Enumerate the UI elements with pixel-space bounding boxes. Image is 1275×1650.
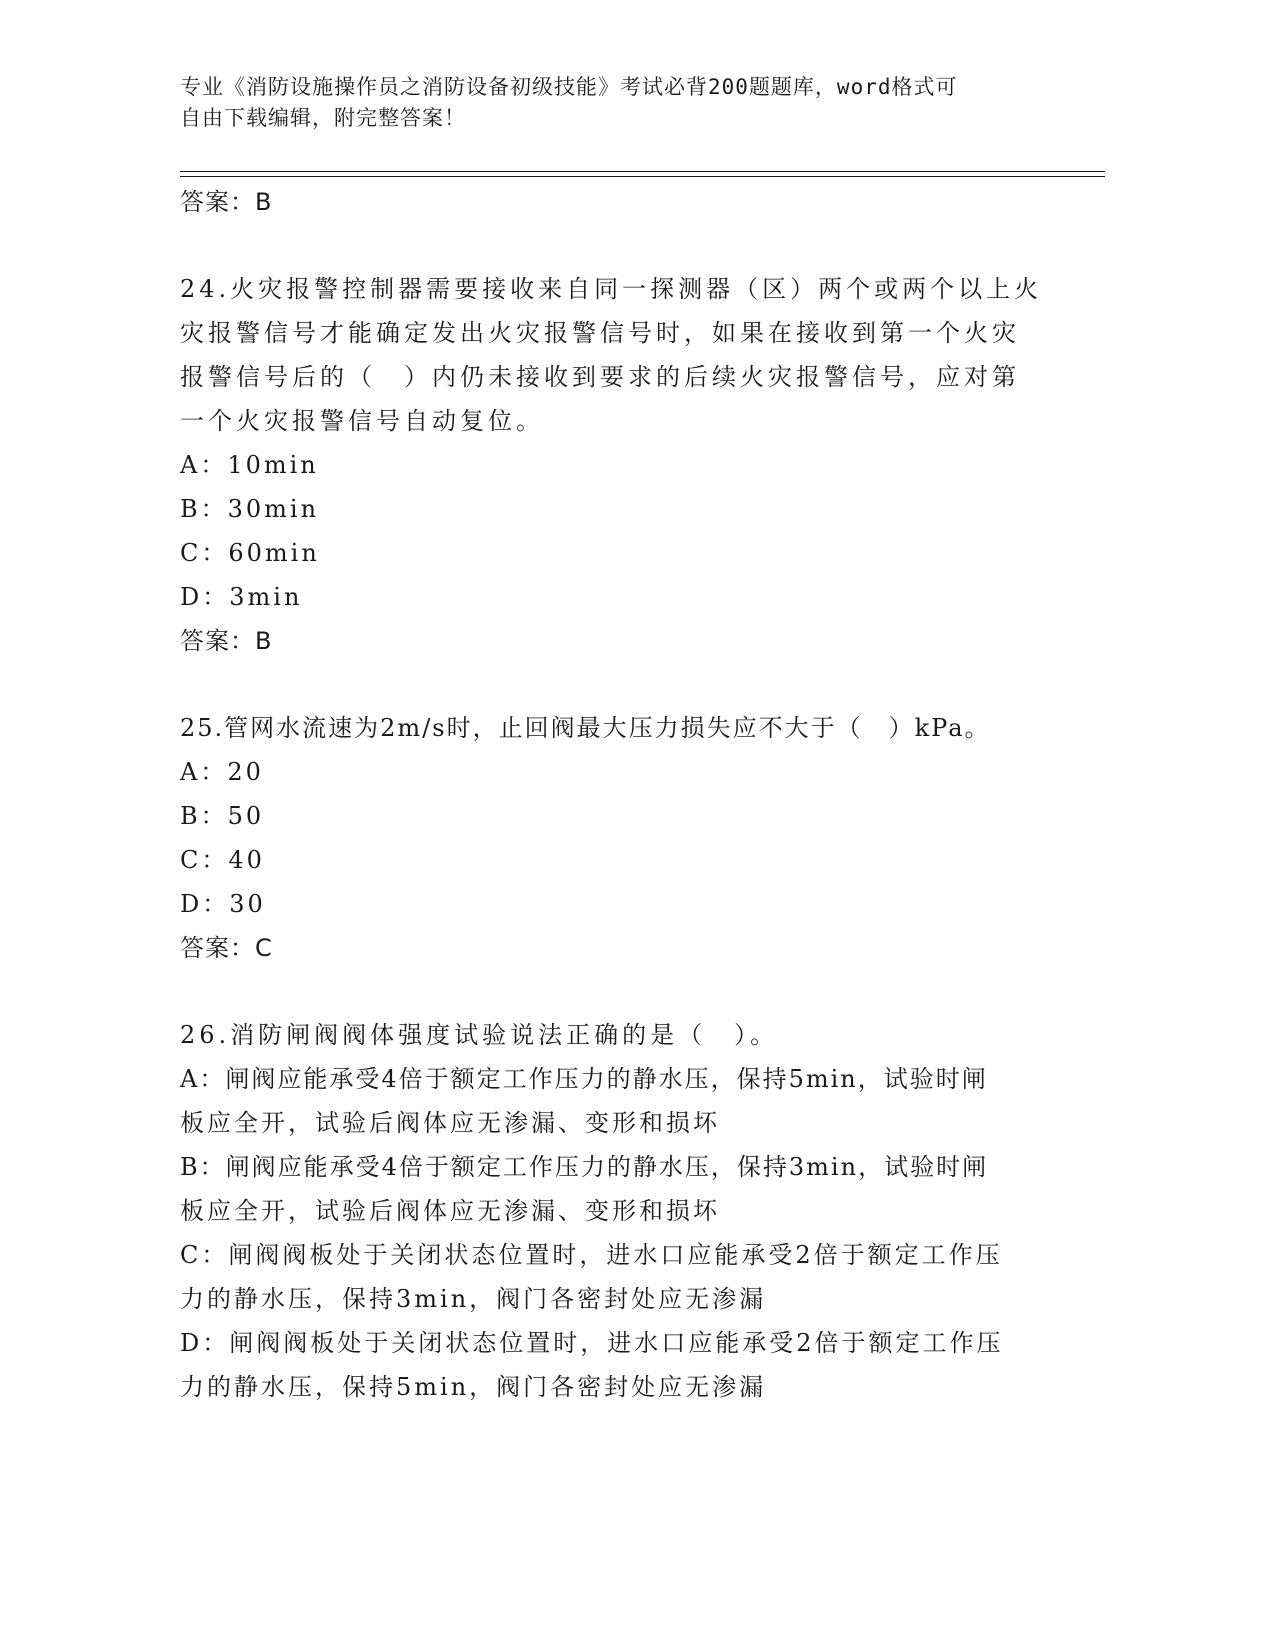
question-25 — [180, 706, 1040, 970]
stem-line: 25.管网水流速为2m/s时，止回阀最大压力损失应不大于（ ）kPa。 — [180, 714, 991, 742]
option-a-line-1: A：闸阀应能承受4倍于额定工作压力的静水压，保持5min，试验时闸 — [180, 1065, 988, 1093]
spacer — [180, 970, 1040, 1013]
option-a-line-2: 板应全开，试验后阀体应无渗漏、变形和损坏 — [180, 1109, 720, 1137]
option-b-line-1: B：闸阀应能承受4倍于额定工作压力的静水压，保持3min，试验时闸 — [180, 1153, 989, 1181]
stem-line: 报警信号后的（ ）内仍未接收到要求的后续火灾报警信号，应对第 — [180, 363, 1020, 391]
option-b-line-2: 板应全开，试验后阀体应无渗漏、变形和损坏 — [180, 1197, 720, 1225]
page-header — [180, 72, 1040, 134]
option-d: D：3min — [180, 583, 303, 611]
option-a: A：20 — [180, 758, 264, 786]
header-rule-top — [180, 171, 1105, 172]
question-24 — [180, 267, 1043, 663]
stem-line: 一个火灾报警信号自动复位。 — [180, 407, 544, 435]
spacer — [180, 224, 1040, 267]
header-line-1: 专业《消防设施操作员之消防设备初级技能》考试必背200题题库，word格式可 — [180, 75, 958, 99]
option-a: A：10min — [180, 451, 319, 479]
question-stem — [180, 706, 1040, 750]
question-26 — [180, 1013, 1040, 1409]
question-stem — [180, 267, 1043, 443]
stem-line: 灾报警信号才能确定发出火灾报警信号时，如果在接收到第一个火灾 — [180, 319, 1020, 347]
option-b: B：30min — [180, 495, 320, 523]
option-d: D：30 — [180, 890, 266, 918]
header-line-2: 自由下载编辑，附完整答案！ — [180, 106, 466, 130]
document-content — [180, 178, 1043, 1409]
answer-25: 答案：C — [180, 934, 273, 962]
spacer — [180, 663, 1040, 706]
stem-line: 24.火灾报警控制器需要接收来自同一探测器（区）两个或两个以上火 — [180, 275, 1043, 303]
option-d-line-2: 力的静水压，保持5min，阀门各密封处应无渗漏 — [180, 1373, 767, 1401]
option-c: C：40 — [180, 846, 265, 874]
option-d-line-1: D：闸阀阀板处于关闭状态位置时，进水口应能承受2倍于额定工作压 — [180, 1329, 1004, 1357]
option-b: B：50 — [180, 802, 265, 830]
option-c: C：60min — [180, 539, 320, 567]
option-c-line-1: C：闸阀阀板处于关闭状态位置时，进水口应能承受2倍于额定工作压 — [180, 1241, 1003, 1269]
answer-24: 答案：B — [180, 627, 273, 655]
previous-answer: 答案：B — [180, 188, 273, 216]
stem-line: 26.消防闸阀阀体强度试验说法正确的是（ ）。 — [180, 1021, 779, 1049]
option-c-line-2: 力的静水压，保持3min，阀门各密封处应无渗漏 — [180, 1285, 767, 1313]
header-rule-bottom — [180, 176, 1105, 177]
question-stem — [180, 1013, 1040, 1057]
